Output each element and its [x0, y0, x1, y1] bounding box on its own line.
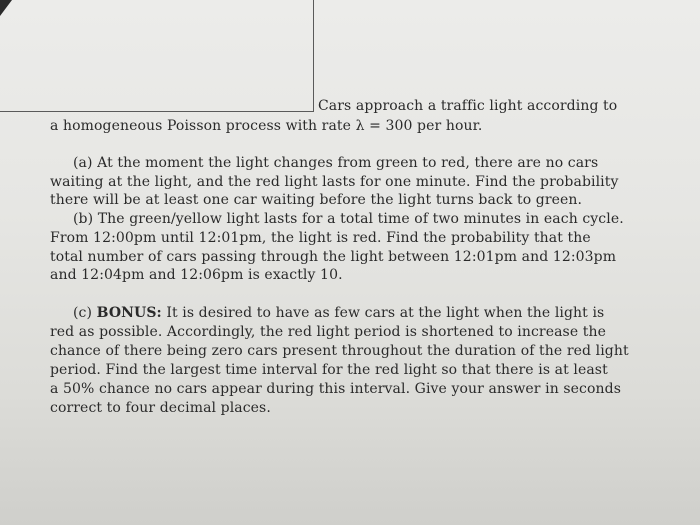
answer-box-vertical-rule — [313, 0, 314, 112]
part-c-line-4: period. Find the largest time interval for the red light so that there is at least — [50, 362, 608, 378]
intro-line-2: a homogeneous Poisson process with rate λ = 300 per hour. — [50, 118, 483, 134]
part-c-line-1 — [73, 304, 604, 322]
part-c-line-1-rest: It is desired to have as few cars at the light when the light is — [161, 305, 605, 321]
intro-line-1: Cars approach a traffic light according to — [318, 98, 618, 114]
part-c-line-2: red as possible. Accordingly, the red light period is shortened to increase the — [50, 324, 606, 340]
bonus-label: BONUS: — [96, 305, 162, 321]
part-a-line-1: (a) At the moment the light changes from green to red, there are no cars — [73, 155, 599, 171]
part-a-line-2: waiting at the light, and the red light lasts for one minute. Find the probability — [50, 174, 619, 190]
part-c-line-3: chance of there being zero cars present throughout the duration of the red light — [50, 343, 629, 359]
part-b-line-3: total number of cars passing through the light between 12:01pm and 12:03pm — [50, 249, 617, 265]
page-corner-shadow — [0, 0, 12, 16]
answer-box-horizontal-rule — [0, 111, 314, 112]
part-b-line-2: From 12:00pm until 12:01pm, the light is red. Find the probability that the — [50, 230, 591, 246]
part-c-line-5: a 50% chance no cars appear during this interval. Give your answer in seconds — [50, 381, 621, 397]
part-c-line-6: correct to four decimal places. — [50, 400, 271, 416]
part-a-line-3: there will be at least one car waiting before the light turns back to green. — [50, 192, 583, 208]
part-c-prefix: (c) — [73, 305, 97, 321]
part-b-line-1: (b) The green/yellow light lasts for a total time of two minutes in each cycle. — [73, 211, 624, 227]
part-b-line-4: and 12:04pm and 12:06pm is exactly 10. — [50, 267, 343, 283]
